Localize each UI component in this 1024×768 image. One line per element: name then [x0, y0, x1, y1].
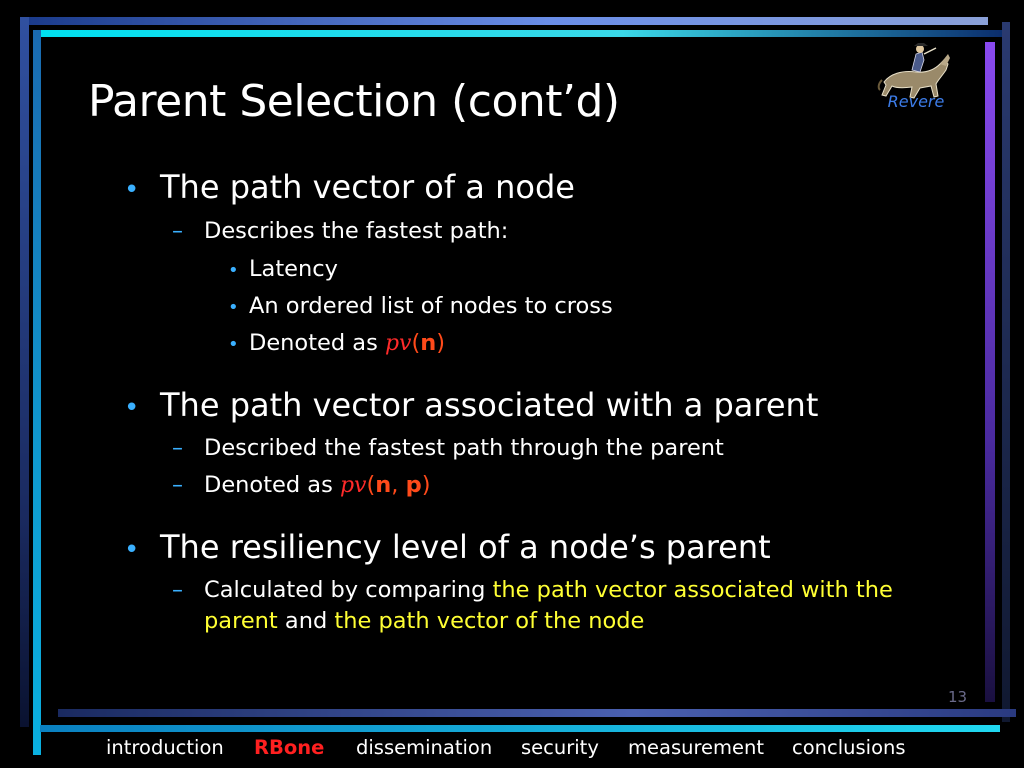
n-symbol: n — [375, 472, 392, 498]
n-symbol: n — [420, 330, 437, 356]
sub-sub-bullet-dot: • — [228, 334, 239, 355]
nav-item-security[interactable]: security — [521, 736, 599, 759]
paren-open: ( — [411, 330, 421, 356]
sub-bullet-calculated-line1 — [204, 577, 893, 603]
sub-sub-bullet-latency: Latency — [249, 256, 338, 282]
paren-close: ) — [436, 330, 446, 356]
bullet-path-vector-node: The path vector of a node — [160, 168, 575, 206]
p-symbol: p — [405, 472, 422, 498]
sub-bullet-describes: Describes the fastest path: — [204, 218, 509, 244]
highlight-path-vector-node: the path vector of the node — [334, 608, 645, 634]
nav-item-measurement[interactable]: measurement — [628, 736, 765, 759]
frame-left-accent-bar — [33, 30, 41, 755]
sub-bullet-calculated-line2 — [204, 608, 644, 634]
frame-right-accent-bar — [985, 42, 995, 702]
highlight-parent: parent — [204, 608, 278, 634]
bullet-dot: • — [124, 535, 140, 565]
highlight-path-vector-parent: the path vector associated with the — [492, 577, 893, 603]
frame-right-bar — [1002, 22, 1010, 722]
nav-item-introduction[interactable]: introduction — [106, 736, 224, 759]
logo-caption: Revere — [887, 92, 945, 111]
pv-symbol: pv — [384, 331, 412, 356]
sub-bullet-described: Described the fastest path through the parent — [204, 435, 724, 461]
denoted-prefix: Denoted as — [204, 472, 340, 498]
bullet-resiliency-level: The resiliency level of a node’s parent — [160, 528, 771, 566]
frame-bottom-accent-bar — [40, 725, 1000, 732]
sub-sub-bullet-dot: • — [228, 297, 239, 318]
frame-left-bar — [20, 17, 29, 727]
sub-bullet-denoted-parent — [204, 472, 431, 498]
frame-top-accent-bar — [40, 30, 1010, 37]
slide-title: Parent Selection (cont’d) — [88, 76, 620, 127]
nav-item-rbone[interactable]: RBone — [254, 736, 325, 759]
sub-sub-bullet-dot: • — [228, 260, 239, 281]
frame-bottom-bar — [58, 709, 1016, 717]
bullet-path-vector-parent: The path vector associated with a parent — [160, 386, 819, 424]
comma: , — [391, 472, 406, 498]
slide-number: 13 — [948, 688, 968, 706]
frame-top-bar — [22, 17, 988, 25]
bullet-dot: • — [124, 175, 140, 205]
sub-bullet-dash: – — [172, 219, 183, 244]
and-text: and — [277, 608, 335, 634]
calculated-prefix: Calculated by comparing — [204, 577, 493, 603]
sub-bullet-dash: – — [172, 473, 183, 498]
section-navigation — [0, 736, 1024, 762]
sub-sub-bullet-denoted — [249, 330, 445, 356]
nav-item-conclusions[interactable]: conclusions — [792, 736, 906, 759]
pv-symbol: pv — [339, 473, 367, 498]
nav-item-dissemination[interactable]: dissemination — [356, 736, 493, 759]
paren-close: ) — [421, 472, 431, 498]
denoted-prefix: Denoted as — [249, 330, 385, 356]
sub-bullet-dash: – — [172, 578, 183, 603]
sub-sub-bullet-ordered-list: An ordered list of nodes to cross — [249, 293, 613, 319]
sub-bullet-dash: – — [172, 436, 183, 461]
bullet-dot: • — [124, 393, 140, 423]
paren-open: ( — [366, 472, 376, 498]
